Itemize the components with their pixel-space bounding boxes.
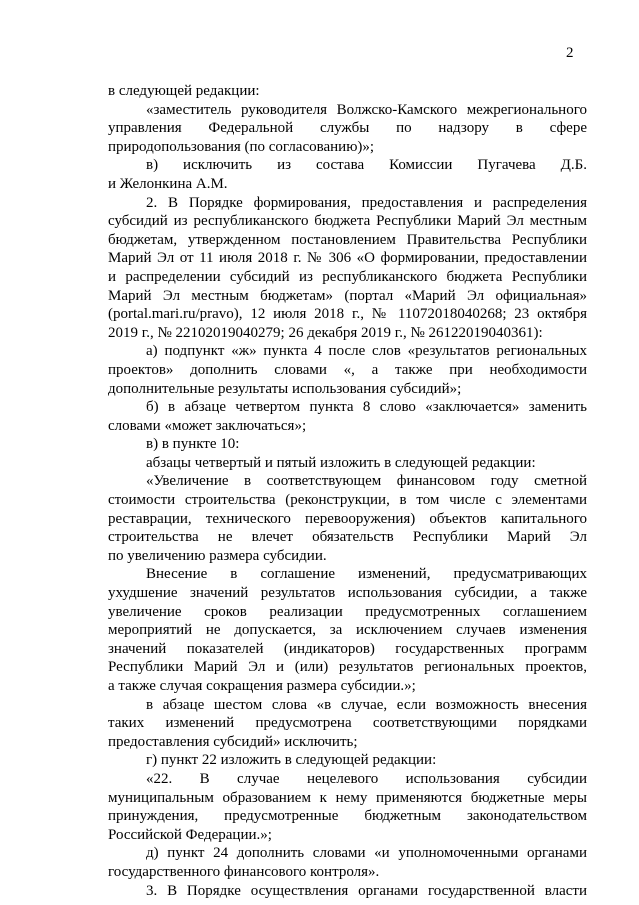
text-line: 3. В Порядке осуществления органами государственной власти (146, 882, 587, 899)
text-line: в) исключить из состава Комиссии Пугачева Д.Б. (146, 157, 587, 174)
text-line: ухудшение значений результатов использования субсидии, а также (108, 585, 587, 602)
text-line: словами «может заключаться»; (108, 417, 307, 434)
text-line: по увеличению размера субсидии. (108, 547, 327, 564)
text-line: «Увеличение в соответствующем финансовом году сметной (146, 473, 587, 490)
text-line: таких изменений предусмотрена соответствующими порядками (108, 715, 587, 732)
page-number: 2 (566, 45, 574, 61)
text-line: в) в пункте 10: (146, 436, 240, 453)
text-line: 2. В Порядке формирования, предоставления и распределения (146, 194, 587, 211)
text-line: Российской Федерации.»; (108, 826, 272, 843)
text-line: и распределении субсидий из республиканского бюджета Республики (108, 268, 587, 285)
text-line: муниципальным образованием к нему применяются бюджетные меры (108, 789, 587, 806)
text-line: управления Федеральной службы по надзору в сфере (108, 120, 587, 137)
text-line: «22. В случае нецелевого использования субсидии (146, 770, 587, 787)
text-line: Марий Эл местным бюджетам» (портал «Марий Эл официальная» (108, 287, 587, 304)
text-line: природопользования (по согласованию)»; (108, 138, 375, 155)
text-line: государственного финансового контроля». (108, 863, 380, 880)
text-line: реставрации, технического перевооружения) объектов капитального (108, 510, 587, 527)
text-line: д) пункт 24 дополнить словами «и уполномоченными органами (146, 845, 587, 862)
text-line: увеличение сроков реализации предусмотренных соглашением (108, 603, 587, 620)
text-line: а также случая сокращения размера субсидии.»; (108, 678, 416, 694)
text-line: абзацы четвертый и пятый изложить в следующей редакции: (146, 454, 536, 471)
text-line: дополнительные результаты использования субсидий»; (108, 380, 462, 397)
text-line: проектов» дополнить словами «, а также при необходимости (108, 361, 587, 378)
document-body (108, 82, 587, 900)
text-line: предоставления субсидий» исключить; (108, 733, 358, 750)
text-line: бюджетам, утвержденном постановлением Правительства Республики (108, 231, 587, 248)
text-line: стоимости строительства (реконструкции, в том числе с элементами (108, 492, 587, 509)
text-line: значений показателей (индикаторов) государственных программ (108, 640, 587, 657)
text-line: Марий Эл от 11 июля 2018 г. № 306 «О формировании, предоставлении (108, 250, 587, 267)
text-line: б) в абзаце четвертом пункта 8 слово «заключается» заменить (146, 399, 587, 416)
text-line: Республики Марий Эл и (или) результатов региональных проектов, (108, 659, 587, 676)
text-line: (portal.mari.ru/pravo), 12 июля 2018 г., № 11072018040268; 23 октября (108, 306, 587, 323)
text-line: в абзаце шестом слова «в случае, если возможность внесения (146, 696, 587, 713)
text-line: в следующей редакции: (108, 83, 260, 99)
text-line: принуждения, предусмотренные бюджетным законодательством (108, 808, 587, 825)
text-line: г) пункт 22 изложить в следующей редакции: (146, 752, 437, 769)
text-line: и Желонкина А.М. (108, 175, 228, 192)
text-line: Внесение в соглашение изменений, предусматривающих (146, 566, 587, 583)
text-line: субсидий из республиканского бюджета Республики Марий Эл местным (108, 213, 587, 230)
text-line: мероприятий не допускается, за исключением случаев изменения (108, 622, 587, 639)
text-line: строительства не влечет обязательств Республики Марий Эл (108, 529, 587, 546)
text-line: «заместитель руководителя Волжско-Камского межрегионального (146, 101, 587, 118)
text-line: 2019 г., № 22102019040279; 26 декабря 2019 г., № 26122019040361): (108, 324, 543, 341)
text-line: а) подпункт «ж» пункта 4 после слов «результатов региональных (146, 343, 587, 360)
